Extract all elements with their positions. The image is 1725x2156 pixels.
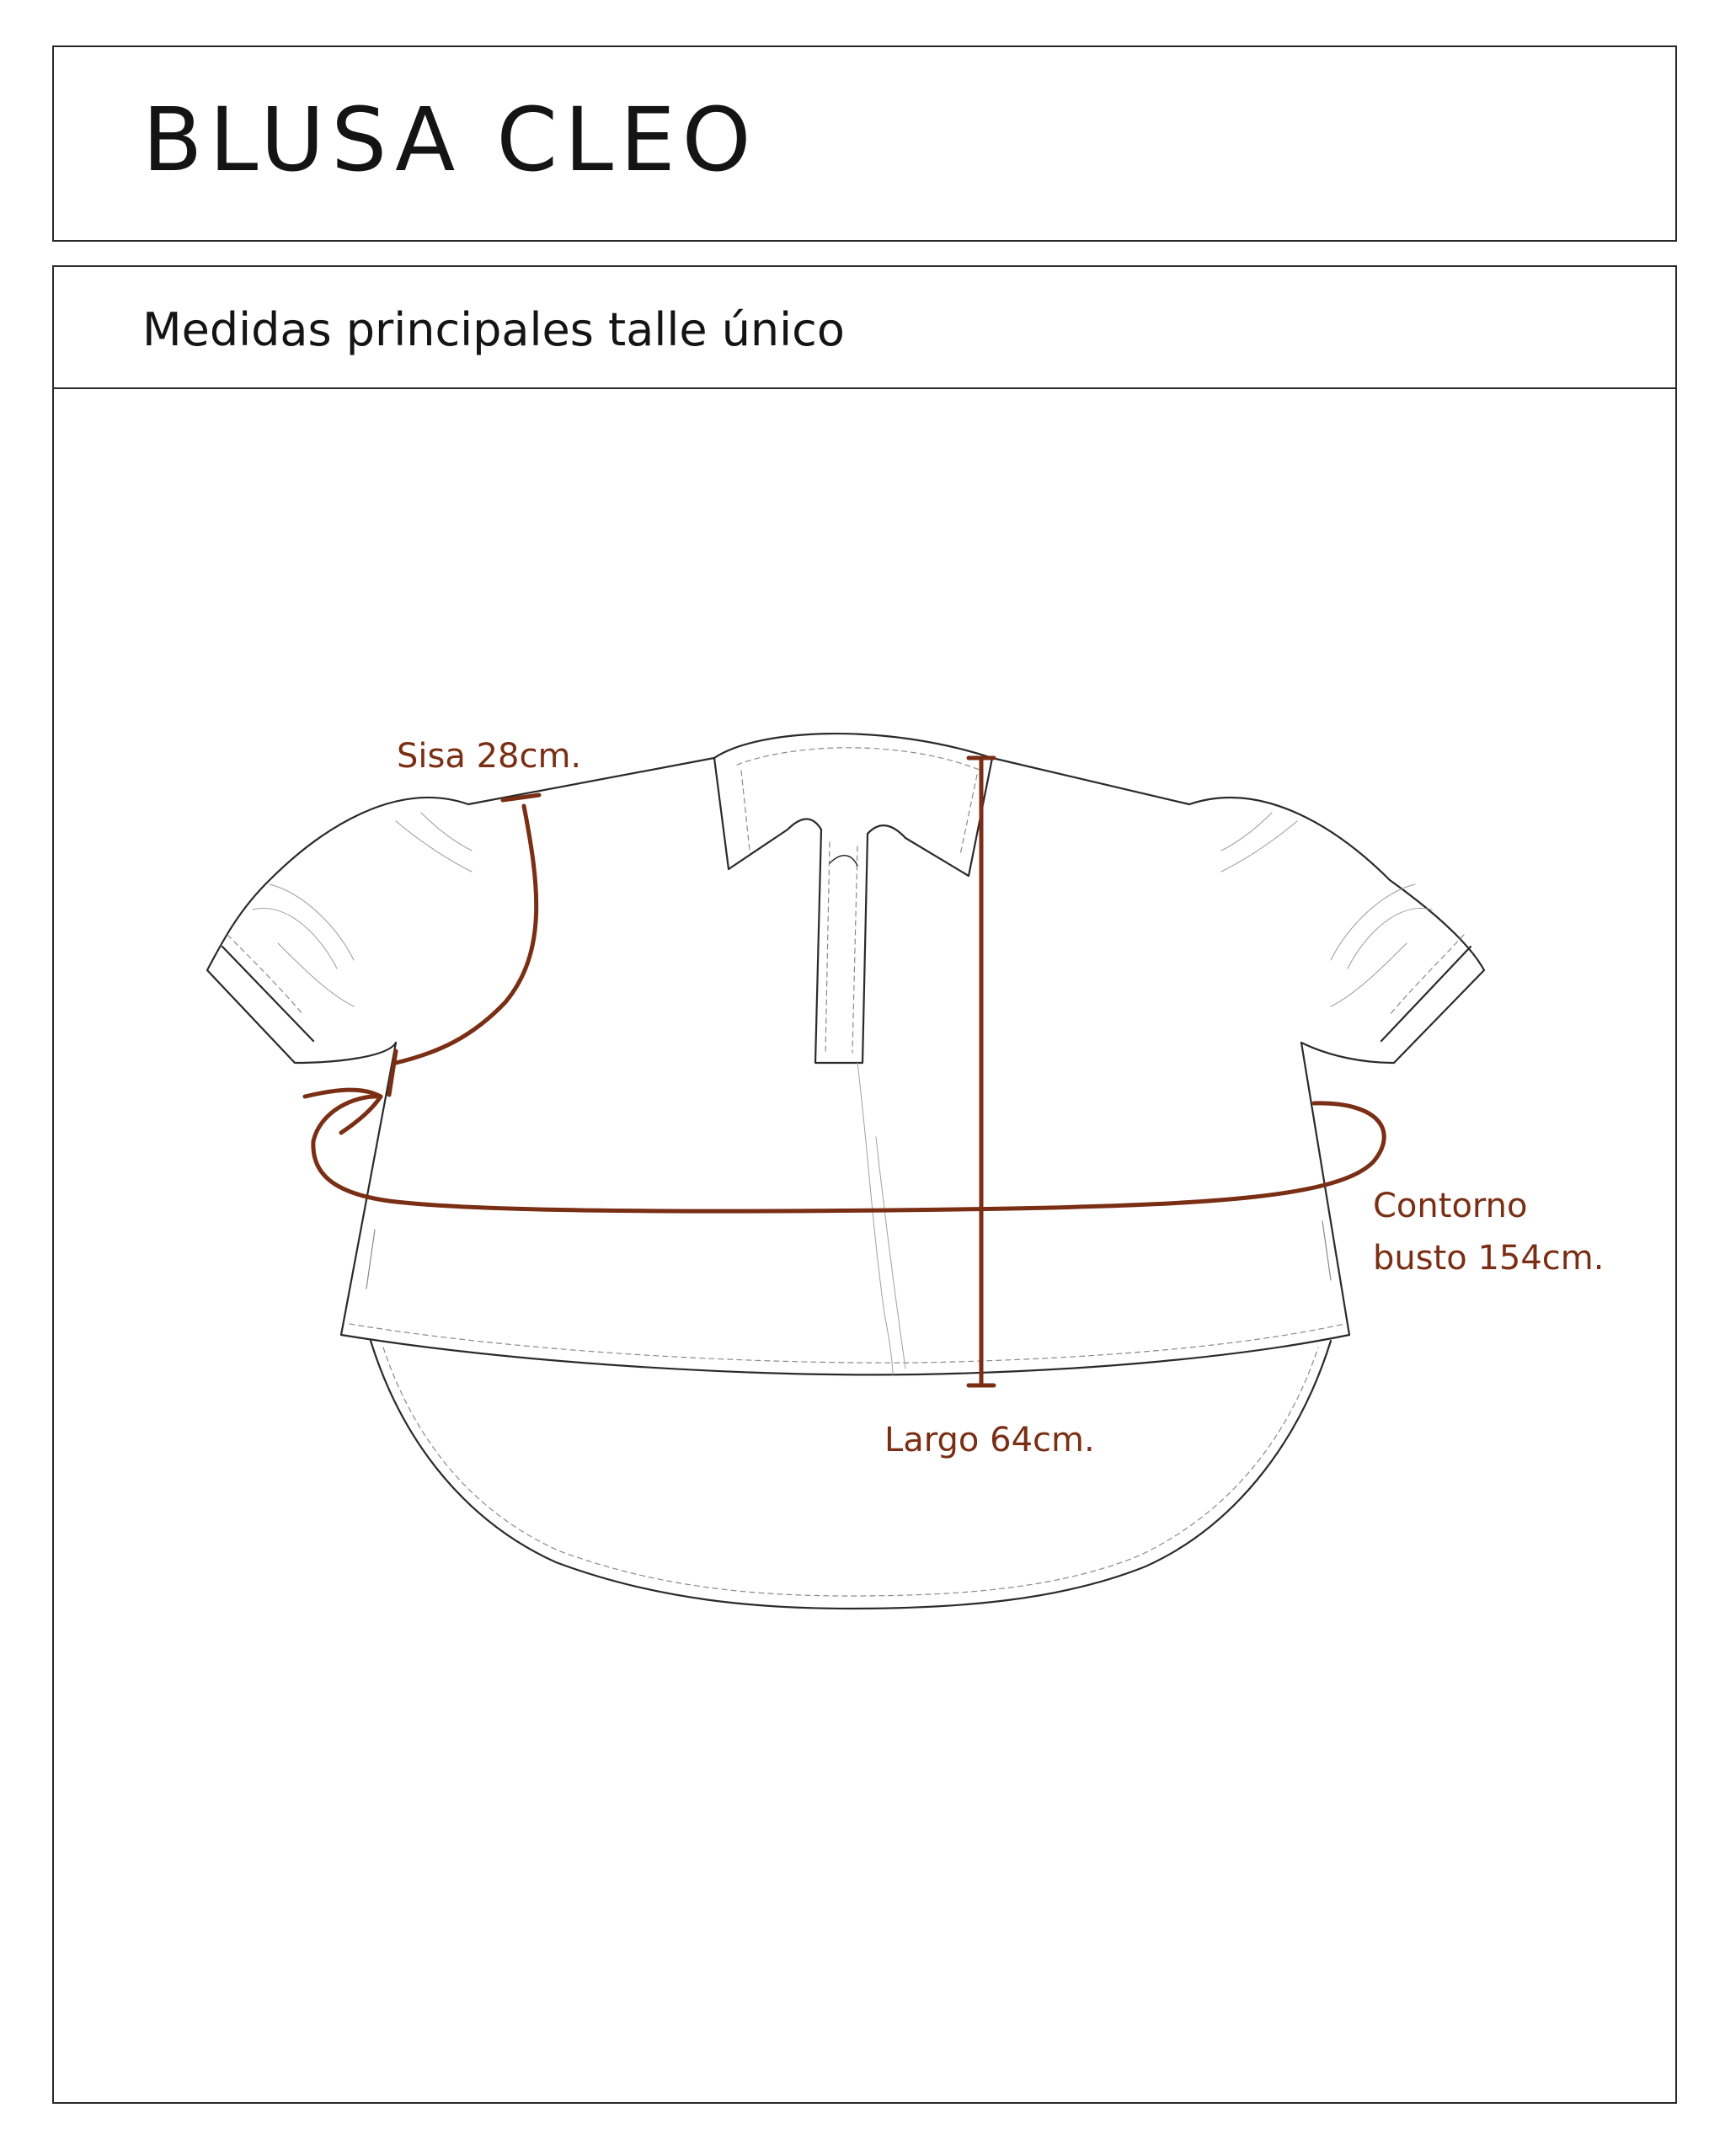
left-side-slit	[366, 1230, 375, 1289]
left-collar	[714, 758, 821, 869]
left-side-seam	[341, 1043, 396, 1335]
right-cuff-seam	[1381, 947, 1471, 1041]
right-side-slit	[1322, 1221, 1331, 1280]
panel-subtitle: Medidas principales talle único	[142, 303, 845, 356]
front-hem-stitch	[350, 1324, 1344, 1363]
front-drape-line-2	[876, 1137, 905, 1369]
left-sleeve-gathers	[253, 813, 472, 1006]
armhole-curve-icon	[396, 806, 537, 1063]
left-cuff-seam	[222, 947, 313, 1041]
right-sleeve	[1189, 798, 1484, 1063]
collar-edge-stitch	[741, 771, 977, 855]
collar-stitch	[737, 748, 981, 771]
bust-loop-arrow-icon	[313, 1097, 1384, 1211]
sisa-label: Sisa 28cm.	[397, 737, 582, 776]
contorno-label-line1: Contorno	[1373, 1187, 1528, 1225]
right-sleeve-gathers	[1221, 813, 1432, 1006]
largo-label: Largo 64cm.	[884, 1421, 1095, 1460]
left-sleeve	[207, 798, 468, 1063]
front-drape-line	[857, 1063, 893, 1374]
collar-back	[714, 734, 992, 758]
back-hem-stitch	[383, 1348, 1318, 1596]
front-placket	[815, 830, 868, 1063]
contorno-label-line2: busto 154cm.	[1373, 1239, 1605, 1278]
page-title: BLUSA CLEO	[142, 88, 758, 191]
right-collar	[868, 758, 992, 876]
placket-stitch	[825, 842, 857, 1053]
blouse-technical-drawing-icon	[207, 734, 1484, 1609]
back-hem	[371, 1341, 1331, 1609]
right-shoulder-line	[992, 758, 1189, 804]
front-hem	[341, 1335, 1349, 1374]
sisa-top-tick	[503, 795, 539, 800]
placket-v-opening	[830, 856, 857, 866]
